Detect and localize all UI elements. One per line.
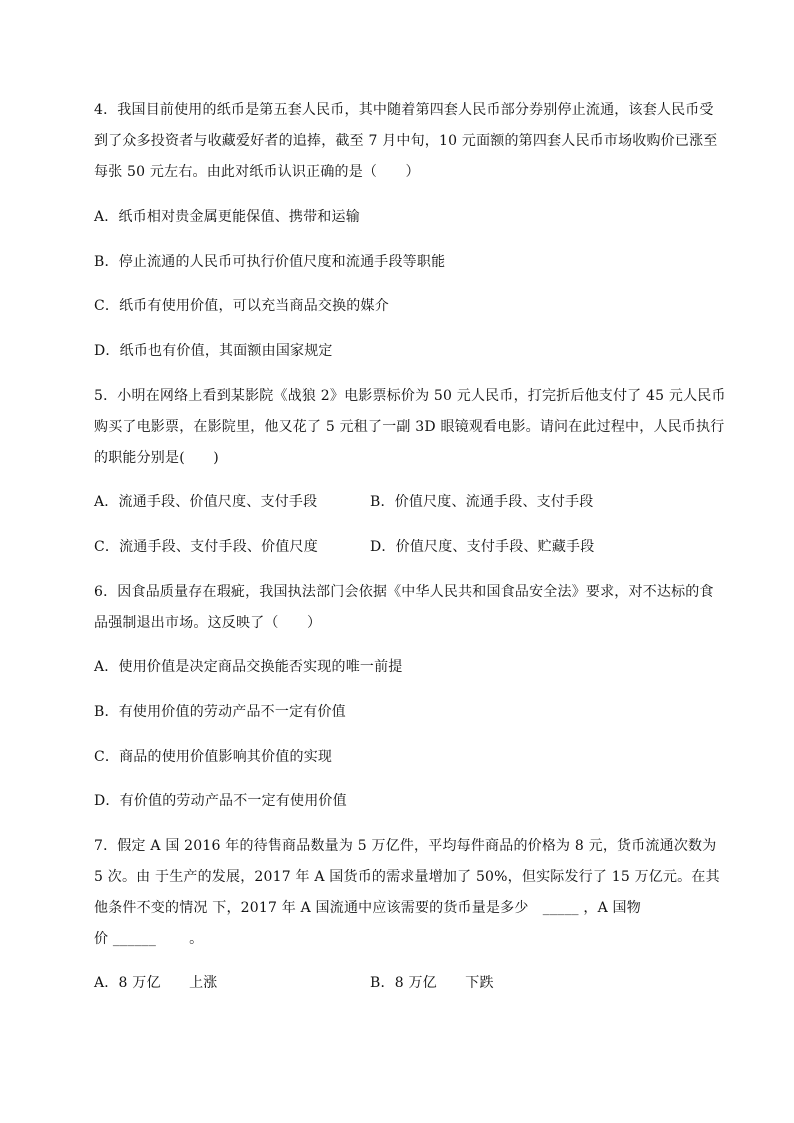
q6-option-d: D．有价值的劳动产品不一定有使用价值 [94,793,347,809]
q7-stem-line-4: 价 ______ 。 [94,931,204,947]
q4-option-d: D．纸币也有价值，其面额由国家规定 [94,343,333,359]
q5-option-b: B．价值尺度、流通手段、支付手段 [370,494,594,510]
q7-stem-line-1: 7．假定 A 国 2016 年的待售商品数量为 5 万亿件，平均每件商品的价格为 8 元，货币流通次数为 [94,838,717,854]
q5-stem-line-2: 购买了电影票，在影院里，他又花了 5 元租了一副 3D 眼镜观看电影。请问在此过程中，人民币执行 [94,419,725,435]
q4-option-c: C．纸币有使用价值，可以充当商品交换的媒介 [94,298,389,314]
q5-option-a: A．流通手段、价值尺度、支付手段 [94,494,318,510]
q6-option-c: C．商品的使用价值影响其价值的实现 [94,749,333,765]
q7-option-b: B．8 万亿 下跌 [370,975,494,991]
q5-option-c: C．流通手段、支付手段、价值尺度 [94,539,318,555]
q4-stem-line-1: 4．我国目前使用的纸币是第五套人民币，其中随着第四套人民币部分券别停止流通，该套人民币受 [94,102,714,118]
q7-option-a: A．8 万亿 上涨 [94,975,218,991]
q5-option-d: D．价值尺度、支付手段、贮藏手段 [370,539,595,555]
q5-stem-line-1: 5．小明在网络上看到某影院《战狼 2》电影票标价为 50 元人民币，打完折后他支付了 45 元人民币 [94,388,726,404]
q7-stem-line-2: 5 次。由 于生产的发展，2017 年 A 国货币的需求量增加了 50%，但实际发行了 15 万亿元。在其 [94,869,720,885]
q4-stem-line-2: 到了众多投资者与收藏爱好者的追捧，截至 7 月中旬，10 元面额的第四套人民币市场收购价已涨至 [94,133,718,149]
q6-stem-line-1: 6．因食品质量存在瑕疵，我国执法部门会依据《中华人民共和国食品安全法》要求，对不达标的食 [94,584,714,600]
q6-option-a: A．使用价值是决定商品交换能否实现的唯一前提 [94,659,403,675]
q4-option-b: B．停止流通的人民币可执行价值尺度和流通手段等职能 [94,254,446,270]
q6-option-b: B．有使用价值的劳动产品不一定有价值 [94,704,346,720]
q4-stem-line-3: 每张 50 元左右。由此对纸币认识正确的是（ ） [94,164,420,180]
q6-stem-line-2: 品强制退出市场。这反映了（ ） [94,615,322,631]
q5-stem-line-3: 的职能分别是( ) [94,450,219,466]
q4-option-a: A．纸币相对贵金属更能保值、携带和运输 [94,209,360,225]
q7-stem-line-3: 他条件不变的情况 下，2017 年 A 国流通中应该需要的货币量是多少 _____ ，A 国物 [94,900,641,916]
